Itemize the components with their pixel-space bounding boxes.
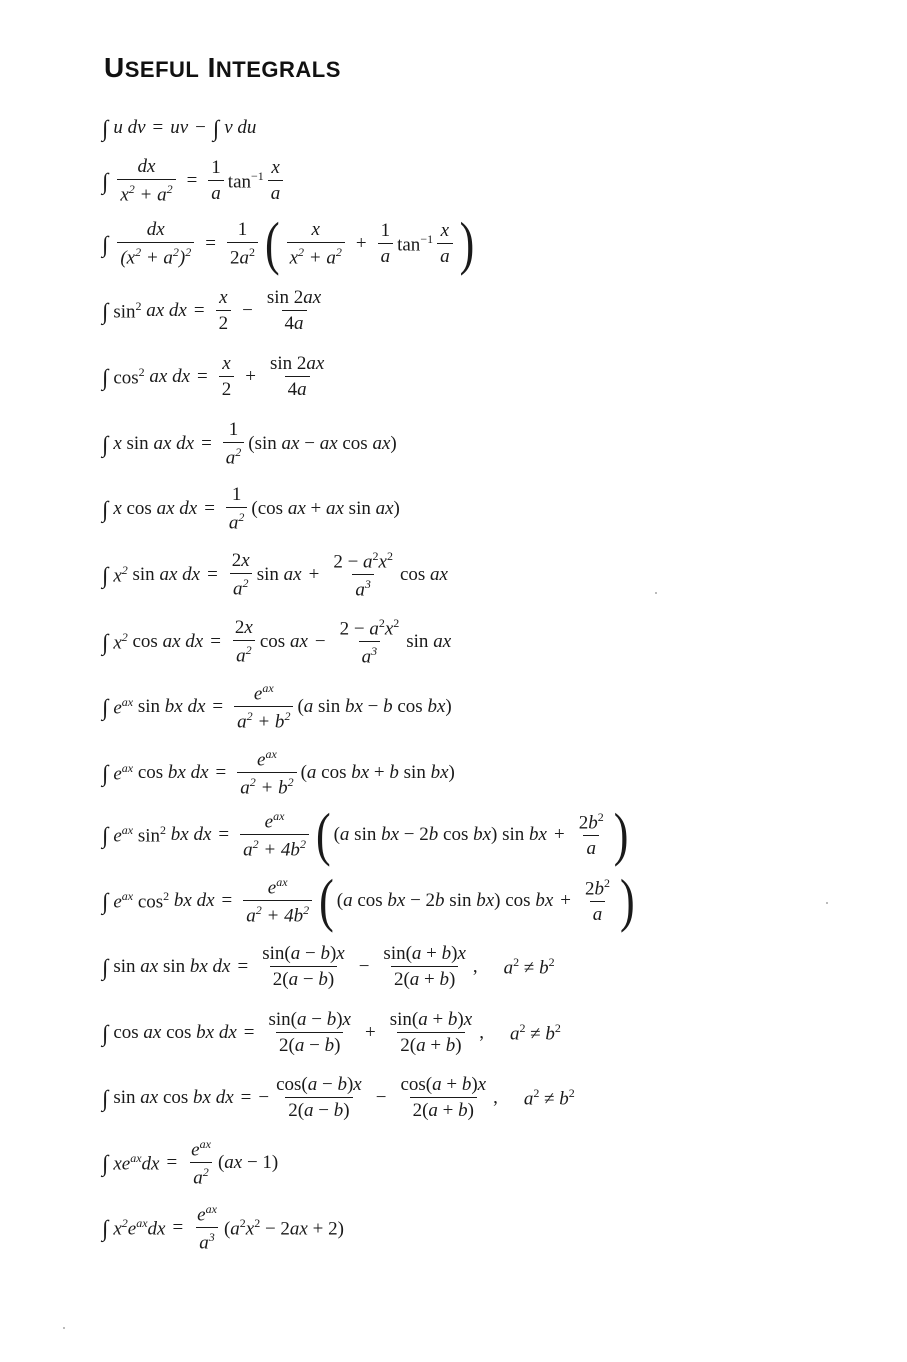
scan-speck (63, 1327, 65, 1329)
integral-formula: ∫ $\frac{dx}{(x^2 + a^2)^2}$ = $\frac{1}{2a^2}$ ( x $x^2 + a^2$ + $\frac{1}{a}$ $\tan^{-1}$ x a ) (102, 209, 475, 277)
integral-formula: ∫ $\cos^2$ ax dx = $\frac{x}{2}$ + $\frac{\sin 2ax}{4a}$ (102, 353, 325, 400)
integral-formula: ∫ $\frac{dx}{x^2 + a^2}$ = $\frac{1}{a}$ $\tan^{-1}$ x a (102, 157, 287, 204)
title-letter: I (207, 52, 216, 83)
integral-formula: ∫ $x^2$ sin ax dx = $\frac{2x}{a^2}$ sin ax + $\frac{2 - a^2x^2}{a^3}$ cos ax (102, 549, 448, 601)
integral-formula: ∫ $xe^{ax}dx$ = $e^{ax}$ $a^2$ (ax − 1) (102, 1137, 279, 1189)
integral-formula: ∫ $x^2e^{ax}dx$ = $e^{ax}$ $a^3$ $(a^2x^2 - 2ax + 2)$ (102, 1202, 344, 1254)
title-word-rest: SEFUL (124, 57, 200, 82)
title-letter: U (104, 52, 125, 83)
integral-formula: ∫ u dv = uv − ∫ v du (102, 116, 257, 141)
integral-formula: ∫ $e^{ax}$ cos bx dx = $e^{ax}$ $a^2 + b^2$ (a cos bx + b sin bx) (102, 747, 455, 799)
title-word-rest: NTEGRALS (215, 57, 341, 82)
integral-formula: ∫ sin ax sin bx dx = $\frac{\sin(a - b)x}{2(a - b)}$ − $\frac{\sin(a + b)x}{2(a + b)}$ , $a^2 \ne b^2$ (102, 943, 555, 990)
integral-formula: ∫ $e^{ax}$ sin bx dx = $e^{ax}$ $a^2 + b^2$ (a sin bx − b cos bx) (102, 681, 452, 733)
scan-speck (826, 902, 828, 904)
integral-formula: ∫ $x^2$ cos ax dx = $\frac{2x}{a^2}$ cos ax − $\frac{2 - a^2x^2}{a^3}$ sin ax (102, 616, 452, 668)
integral-formula: ∫ cos ax cos bx dx = $\frac{\sin(a - b)x}{2(a - b)}$ + $\frac{\sin(a + b)x}{2(a + b)}$ , $a^2 \ne b^2$ (102, 1009, 561, 1056)
scan-speck (655, 592, 657, 594)
page-title (104, 52, 341, 84)
integral-formula: ∫ x sin ax dx = $\frac{1}{a^2}$ (sin ax − ax cos ax) (102, 419, 397, 469)
integral-formula: ∫ $e^{ax}$ $\sin^2$ bx dx = $e^{ax}$ $a^2 + 4b^2$ ( (a sin bx − 2b cos bx) sin bx + $\frac{2b^2}{a}$ ) (102, 801, 629, 868)
integral-formula: ∫ sin ax cos bx dx = − $\frac{\cos(a - b)x}{2(a - b)}$ − $\frac{\cos(a + b)x}{2(a + b)}$ , $a^2 \ne b^2$ (102, 1074, 575, 1121)
integral-formula: ∫ $e^{ax}$ $\cos^2$ bx dx = $e^{ax}$ $a^2 + 4b^2$ ( (a cos bx − 2b sin bx) cos bx + $\frac{2b^2}{a}$ ) (102, 867, 635, 934)
integral-formula: ∫ x cos ax dx = $\frac{1}{a^2}$ (cos ax + ax sin ax) (102, 484, 400, 534)
integral-formula: ∫ $\sin^2$ ax dx = $\frac{x}{2}$ − $\frac{\sin 2ax}{4a}$ (102, 287, 322, 334)
